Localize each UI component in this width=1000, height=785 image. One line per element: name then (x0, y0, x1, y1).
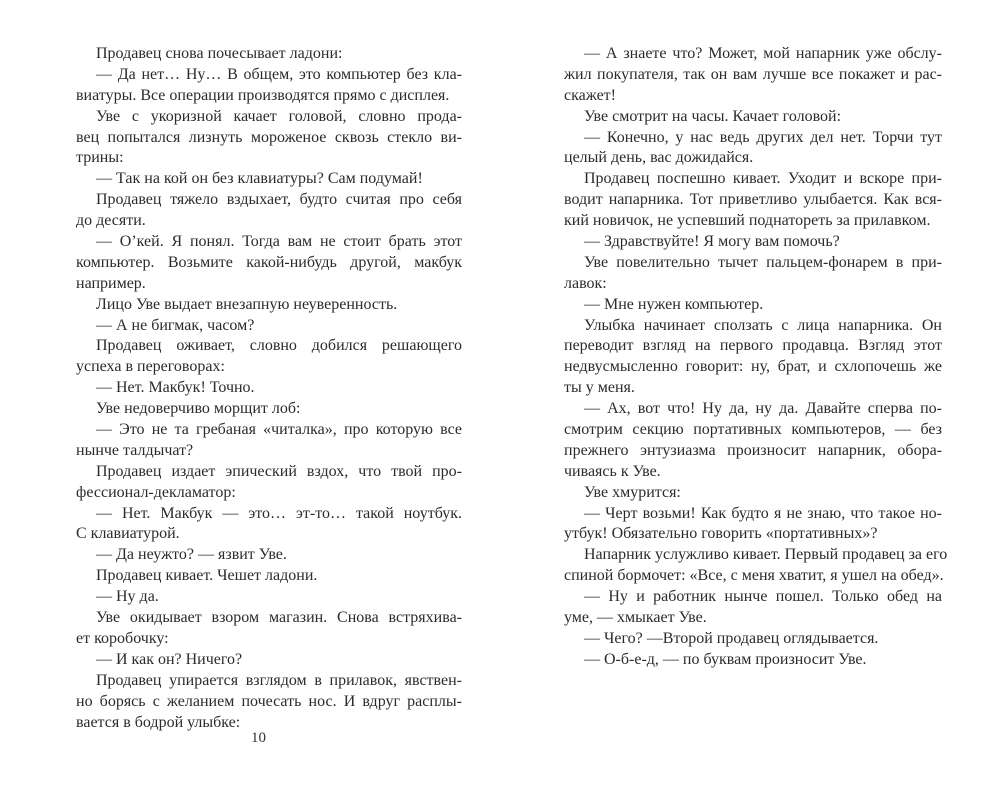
text-line: Продавец снова почесывает ладони: (96, 45, 343, 62)
text-line: — Черт возьми! Как будто я не знаю, что такое но- (584, 504, 942, 522)
text-line: — Нет. Макбук — это… эт-то… такой ноутбук. (96, 504, 462, 522)
text-line: — О-б-е-д, — по буквам произносит Уве. (584, 650, 867, 668)
text-line: переводит взгляд на первого продавца. Взгляд этот (564, 337, 942, 355)
text-line: Продавец тяжело вздыхает, будто считая про себя (96, 191, 462, 209)
text-line: лавок: (564, 274, 607, 292)
text-line: — Да нет… Ну… В общем, это компьютер без кла- (96, 65, 462, 83)
text-line: — Ну да. (96, 588, 159, 606)
text-line: виатуры. Все операции производятся прямо с дисплея. (76, 86, 450, 104)
text-line: спиной бормочет: «Все, с меня хватит, я ушел на обед». (564, 567, 944, 585)
text-line: Уве хмурится: (584, 483, 681, 501)
text-line: но борясь с желанием почесать нос. И вдруг расплы- (76, 692, 462, 710)
text-line: недвусмысленно говорит: ну, брат, и схлопочешь же (564, 358, 942, 376)
text-line: Уве смотрит на часы. Качает головой: (584, 107, 842, 125)
text-line: — О’кей. Я понял. Тогда вам не стоит брать этот (96, 233, 462, 251)
text-line: Продавец издает эпический вздох, что твой про- (96, 462, 462, 480)
text-line: фессионал-декламатор: (76, 483, 236, 501)
text-line: водит напарника. Тот приветливо улыбается. Как вся- (564, 191, 942, 209)
text-line: компьютер. Возьмите какой-нибудь другой, макбук (76, 253, 462, 271)
text-line: например. (76, 274, 146, 292)
text-line: Напарник услужливо кивает. Первый продавец за его (584, 546, 948, 564)
text-line: Продавец кивает. Чешет ладони. (96, 567, 318, 585)
text-line: — Так на кой он без клавиатуры? Сам подумай! (96, 170, 423, 188)
text-line: — Нет. Макбук! Точно. (96, 379, 255, 397)
text-line: Уве повелительно тычет пальцем-фонарем в при- (584, 253, 942, 271)
text-line: вец попытался лизнуть мороженое сквозь стекло ви- (76, 128, 462, 146)
text-line: смотрим секцию портативных компьютеров, — без (564, 421, 942, 439)
text-line: Лицо Уве выдает внезапную неуверенность. (96, 295, 398, 313)
text-line: прежнего энтузиазма произносит напарник, обора- (564, 441, 942, 459)
text-line: уме, — хмыкает Уве. (564, 609, 707, 627)
text-line: утбук! Обязательно говорить «портативных»? (564, 525, 878, 543)
text-line: чиваясь к Уве. (564, 462, 661, 480)
text-line: — Здравствуйте! Я могу вам помочь? (584, 233, 840, 251)
text-line: кий новичок, не успевший поднатореть за прилавком. (564, 212, 931, 230)
text-line: целый день, вас дожидайся. (564, 149, 754, 167)
text-line: успеха в переговорах: (76, 358, 225, 376)
text-line: Продавец оживает, словно добился решающего (96, 337, 462, 355)
text-line: — Это не та гребаная «читалка», про которую все (96, 421, 462, 439)
right-page (564, 44, 948, 671)
text-line: жил покупателя, так он вам лучше все покажет и рас- (564, 65, 942, 83)
text-line: скажет! (564, 86, 616, 104)
text-line: нынче талдычат? (76, 441, 194, 459)
text-line: — Конечно, у нас ведь других дел нет. Торчи тут (584, 128, 942, 146)
text-line: — Мне нужен компьютер. (584, 295, 764, 313)
page-number: 10 (251, 730, 266, 746)
text-line: Улыбка начинает сползать с лица напарника. Он (584, 316, 942, 334)
text-line: ет коробочку: (76, 629, 169, 647)
text-line: Продавец поспешно кивает. Уходит и вскоре при- (584, 170, 942, 188)
text-line: до десяти. (76, 212, 146, 230)
text-line: трины: (76, 149, 124, 167)
text-line: Уве окидывает взором магазин. Снова встряхива- (96, 609, 462, 627)
text-line: Уве недоверчиво морщит лоб: (96, 400, 301, 418)
text-line: вается в бодрой улыбке: (76, 713, 241, 731)
left-page (76, 44, 462, 733)
text-line: — Ах, вот что! Ну да, ну да. Давайте сперва по- (584, 400, 942, 418)
text-line: — А знаете что? Может, мой напарник уже обслу- (584, 45, 942, 62)
text-line: Продавец упирается взглядом в прилавок, явствен- (96, 671, 462, 689)
text-line: — Чего? —Второй продавец оглядывается. (584, 629, 879, 647)
text-line: ты у меня. (564, 379, 635, 397)
text-line: С клавиатурой. (76, 525, 180, 543)
text-line: — Ну и работник нынче пошел. Только обед на (584, 588, 942, 606)
text-line: — И как он? Ничего? (96, 650, 243, 668)
text-line: — А не бигмак, часом? (96, 316, 255, 334)
text-line: — Да неужто? — язвит Уве. (96, 546, 287, 564)
text-line: Уве с укоризной качает головой, словно прода- (96, 107, 462, 125)
